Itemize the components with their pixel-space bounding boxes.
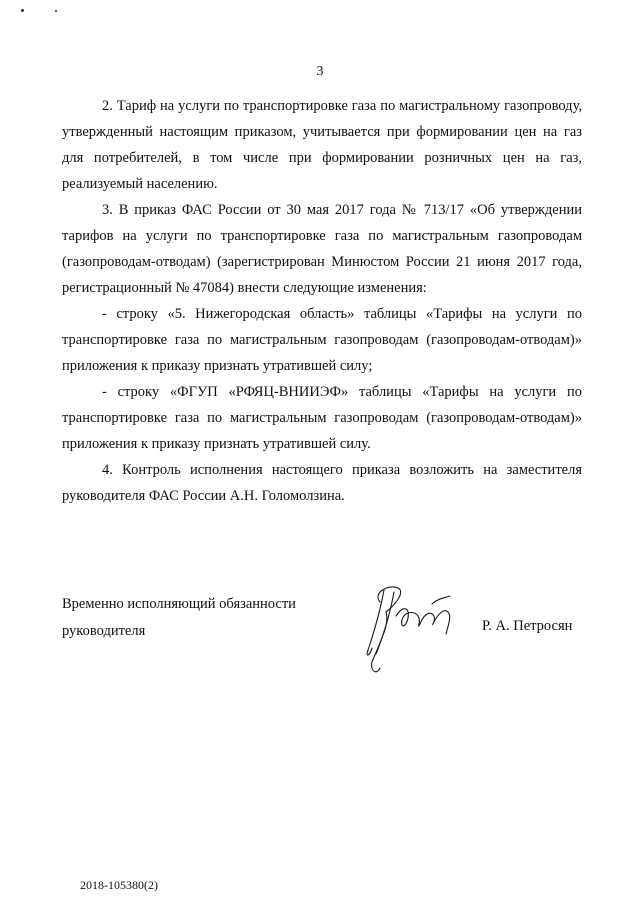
paragraph-rfyac-row: - строку «ФГУП «РФЯЦ-ВНИИЭФ» таблицы «Тарифы на услуги по транспортировке газа по магистральным газопроводам (газопроводам-отводам)» приложения к приказу признать утратившей силу. [62, 384, 582, 452]
paragraph-order-amendment: 3. В приказ ФАС России от 30 мая 2017 года № 713/17 «Об утверждении тарифов на услуги по транспортировке газа по магистральным газопроводам (газопроводам-отводам) (зарегистрирован Минюстом России 21 июня 2017 года, регистрационный № 47084) внести следующие изменения: [62, 202, 582, 296]
paragraph-control: 4. Контроль исполнения настоящего приказа возложить на заместителя руководителя ФАС России А.Н. Голомолзина. [62, 462, 582, 504]
signatory-position [62, 591, 296, 645]
handwritten-signature [350, 572, 470, 682]
signatory-name: Р. А. Петросян [482, 618, 573, 634]
scan-speck [55, 10, 57, 12]
paragraph-tariff-usage: 2. Тариф на услуги по транспортировке газа по магистральному газопроводу, утвержденный настоящим приказом, учитывается при формировании цен на газ для потребителей, в том числе при формировании розничных цен на газ, реализуемый населению. [62, 98, 582, 192]
document-reference-number: 2018-105380(2) [80, 878, 158, 892]
paragraph-nizhny-novgorod-row: - строку «5. Нижегородская область» таблицы «Тарифы на услуги по транспортировке газа по магистральным газопроводам (газопроводам-отводам)» приложения к приказу признать утратившей силу; [62, 306, 582, 374]
position-line-1: Временно исполняющий обязанности [62, 596, 296, 612]
position-line-2: руководителя [62, 623, 146, 639]
scan-speck [21, 9, 24, 12]
document-body [62, 93, 582, 509]
page-number: 3 [316, 64, 324, 79]
